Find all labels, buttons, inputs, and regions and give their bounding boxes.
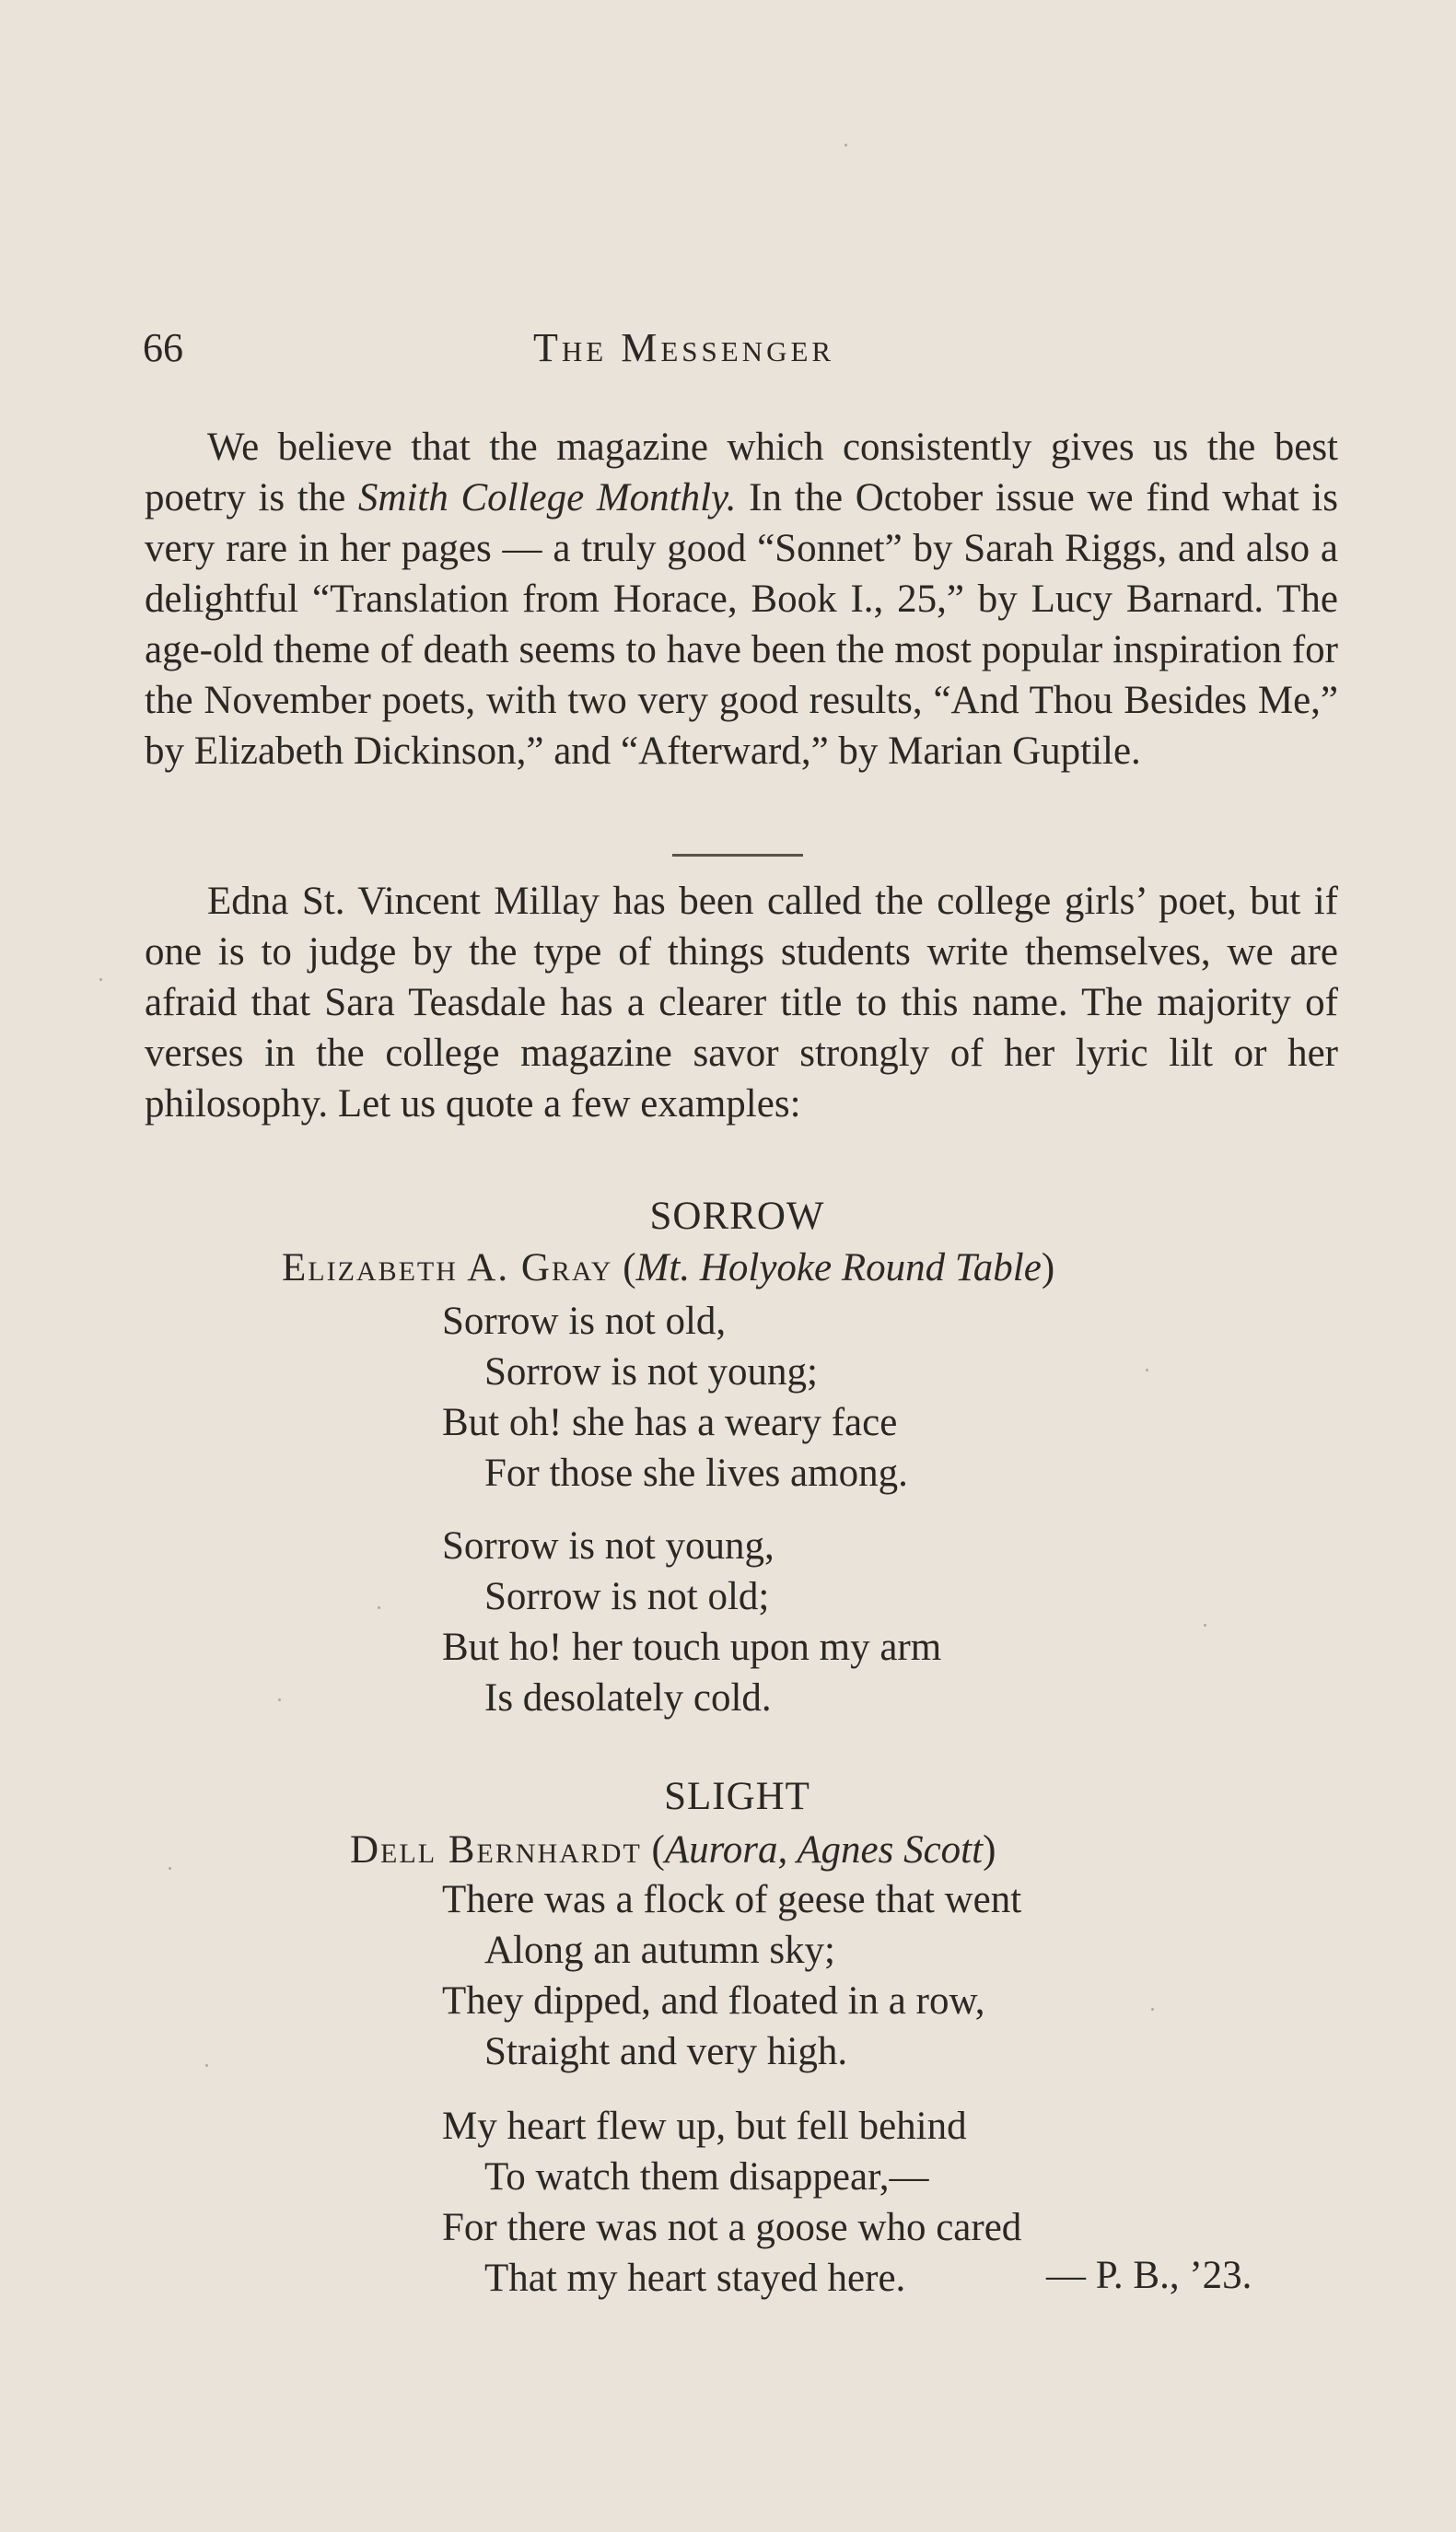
verse-line: They dipped, and floated in a row, xyxy=(442,1979,985,2023)
verse-line: Sorrow is not young, xyxy=(442,1524,775,1568)
verse-line: That my heart stayed here. xyxy=(484,2257,906,2300)
poem-stanza xyxy=(442,1521,941,1723)
poem-author: Elizabeth A. Gray xyxy=(282,1246,613,1289)
paper-speck xyxy=(1204,1624,1206,1627)
poem-stanza xyxy=(442,2101,1021,2304)
verse-line: Is desolately cold. xyxy=(484,1676,772,1720)
paper-speck xyxy=(205,2064,208,2067)
page-header xyxy=(143,324,1340,379)
verse-line: There was a flock of geese that went xyxy=(442,1878,1022,1921)
poem-stanza xyxy=(442,1874,1021,2077)
paragraph1-text-end: In the October issue we find what is very rare in her pages — a truly good “Sonnet” by Sarah Riggs, and also a delightful “Translation from Horace, Book I., 25,” by Lucy Barnard. The age-old theme of death seems to have been the most popular inspiration for the November poets, with two very good results, “And Thou Besides Me,” by Elizabeth Dickinson,” and “Afterward,” by Marian Guptile. xyxy=(145,476,1338,773)
source-close-paren: ) xyxy=(1041,1246,1055,1289)
poem-source: Aurora, Agnes Scott xyxy=(664,1828,984,1872)
paragraph-millay-teasdale xyxy=(145,876,1338,1129)
paper-speck xyxy=(378,1606,380,1609)
verse-line: Sorrow is not young; xyxy=(484,1350,818,1394)
paper-speck xyxy=(278,1698,281,1701)
poem-title-slight: SLIGHT xyxy=(664,1775,810,1818)
paper-speck xyxy=(1151,2008,1154,2011)
paragraph-smith-college xyxy=(145,422,1338,776)
paper-speck xyxy=(99,978,102,981)
poem-source: Mt. Holyoke Round Table xyxy=(635,1246,1042,1289)
page-number: 66 xyxy=(143,325,183,370)
verse-line: Along an autumn sky; xyxy=(484,1929,835,1972)
poem-byline-sorrow xyxy=(282,1245,1054,1290)
verse-line: Sorrow is not old, xyxy=(442,1300,727,1343)
running-title: The Messenger xyxy=(533,325,835,370)
verse-line: My heart flew up, but fell behind xyxy=(442,2105,967,2148)
section-divider xyxy=(672,854,803,857)
verse-line: Straight and very high. xyxy=(484,2030,848,2073)
poem-byline-slight xyxy=(350,1827,996,1873)
source-open-paren: ( xyxy=(651,1828,665,1872)
paper-speck xyxy=(844,144,847,146)
verse-line: To watch them disappear,— xyxy=(484,2155,929,2199)
poem-author: Dell Bernhardt xyxy=(350,1828,642,1872)
source-close-paren: ) xyxy=(983,1828,996,1872)
source-open-paren: ( xyxy=(623,1246,636,1289)
verse-line: Sorrow is not old; xyxy=(484,1575,770,1618)
verse-line: But ho! her touch upon my arm xyxy=(442,1626,942,1669)
magazine-title-italic: Smith College Monthly. xyxy=(357,476,737,519)
paragraph2-text: Edna St. Vincent Millay has been called the college girls’ poet, but if one is to judge by the type of things students write themselves, we are afraid that Sara Teasdale has a clearer title to this name. The majority of verses in the college magazine savor strongly of her lyric lilt or her philosophy. Let us quote a few examples: xyxy=(145,880,1338,1126)
verse-line: But oh! she has a weary face xyxy=(442,1401,898,1444)
poem-title-sorrow: SORROW xyxy=(649,1195,825,1238)
paragraph1-text-start: We believe that the magazine which consistently gives us the best poetry is the xyxy=(145,426,1338,519)
signature: — P. B., ’23. xyxy=(1046,2254,1252,2297)
paper-speck xyxy=(169,1867,171,1870)
poem-stanza xyxy=(442,1296,908,1499)
verse-line: For there was not a goose who cared xyxy=(442,2206,1022,2249)
paper-speck xyxy=(1146,1369,1148,1371)
verse-line: For those she lives among. xyxy=(484,1452,908,1495)
